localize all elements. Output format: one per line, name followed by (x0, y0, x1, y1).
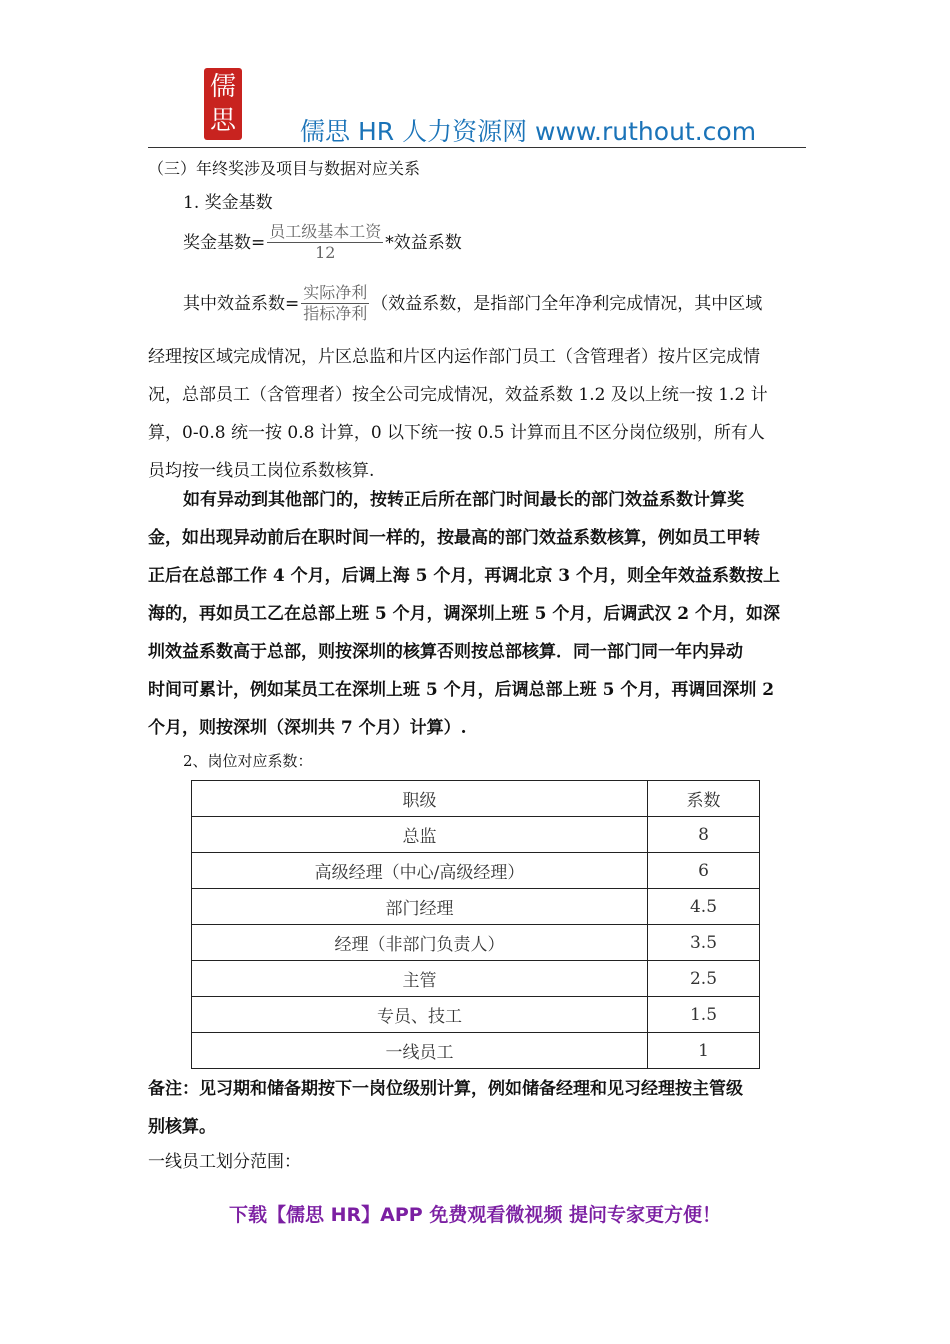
table-header-row (192, 781, 760, 817)
table-cell-coefficient: 1 (648, 1033, 760, 1069)
position-coefficient-table (191, 780, 760, 1069)
frontline-scope-heading: 一线员工划分范围： (148, 1152, 301, 1172)
formula-bonus-base (183, 222, 462, 263)
formula-efficiency (183, 283, 762, 324)
site-header-text: 儒思 HR 人力资源网 www.ruthout.com (300, 117, 757, 146)
table-cell-coefficient: 6 (648, 853, 760, 889)
table-row (192, 889, 760, 925)
table-cell-coefficient: 8 (648, 817, 760, 853)
table-row (192, 925, 760, 961)
item2-title: 2、岗位对应系数： (183, 752, 313, 770)
paragraph-line: 时间可累计，例如某员工在深圳上班 5 个月，后调总部上班 5 个月，再调回深圳 2 (148, 680, 775, 700)
formula1-rhs: *效益系数 (385, 232, 462, 253)
paragraph-line: 经理按区域完成情况，片区总监和片区内运作部门员工（含管理者）按片区完成情 (148, 347, 760, 367)
paragraph-line: 算，0-0.8 统一按 0.8 计算，0 以下统一按 0.5 计算而且不区分岗位级别，所有人 (148, 423, 765, 443)
formula1-numerator: 员工级基本工资 (269, 222, 382, 241)
paragraph-line: 圳效益系数高于总部，则按深圳的核算否则按总部核算．同一部门同一年内异动 (148, 642, 743, 662)
formula2-fraction (301, 283, 369, 324)
table-row (192, 853, 760, 889)
table-row (192, 997, 760, 1033)
table-cell-coefficient: 4.5 (648, 889, 760, 925)
table-cell-level: 高级经理（中心/高级经理） (192, 853, 648, 889)
table-row (192, 1033, 760, 1069)
paragraph-line: 正后在总部工作 4 个月，后调上海 5 个月，再调北京 3 个月，则全年效益系数按上 (148, 566, 780, 586)
table-cell-level: 部门经理 (192, 889, 648, 925)
header-divider (148, 147, 806, 148)
paragraph-line: 况，总部员工（含管理者）按全公司完成情况，效益系数 1.2 及以上统一按 1.2 计 (148, 385, 768, 405)
logo-seal: 儒 思 (204, 68, 242, 140)
formula2-numerator: 实际净利 (303, 283, 368, 302)
note-line: 别核算。 (148, 1117, 216, 1137)
footer-app-promo[interactable]: 下载【儒思 HR】APP 免费观看微视频 提问专家更方便！ (229, 1204, 721, 1226)
paragraph-line: 员均按一线员工岗位系数核算. (148, 461, 375, 481)
formula1-lhs: 奖金基数= (183, 232, 266, 253)
table-header-level: 职级 (192, 781, 648, 817)
paragraph-line: 海的，再如员工乙在总部上班 5 个月，调深圳上班 5 个月，后调武汉 2 个月，如深 (148, 604, 780, 624)
table-cell-level: 经理（非部门负责人） (192, 925, 648, 961)
formula2-lhs: 其中效益系数= (183, 293, 300, 314)
table-row (192, 961, 760, 997)
table-cell-level: 一线员工 (192, 1033, 648, 1069)
paragraph-efficiency (148, 338, 768, 490)
table-cell-level: 总监 (192, 817, 648, 853)
formula2-denominator: 指标净利 (303, 304, 368, 323)
table-cell-level: 专员、技工 (192, 997, 648, 1033)
section-title: （三）年终奖涉及项目与数据对应关系 (148, 159, 421, 178)
table-cell-level: 主管 (192, 961, 648, 997)
note-block (148, 1070, 743, 1146)
item1-title: 1. 奖金基数 (183, 193, 273, 213)
paragraph-line: 如有异动到其他部门的，按转正后所在部门时间最长的部门效益系数计算奖 (183, 490, 744, 510)
table-row (192, 817, 760, 853)
formula1-fraction (267, 222, 383, 263)
formula1-denominator: 12 (315, 243, 336, 262)
table-header-coefficient: 系数 (648, 781, 760, 817)
paragraph-line: 金，如出现异动前后在职时间一样的，按最高的部门效益系数核算，例如员工甲转 (148, 528, 760, 548)
note-line: 备注：见习期和储备期按下一岗位级别计算，例如储备经理和见习经理按主管级 (148, 1079, 743, 1099)
paragraph-line: 个月，则按深圳（深圳共 7 个月）计算）. (148, 718, 467, 738)
table-cell-coefficient: 2.5 (648, 961, 760, 997)
table-cell-coefficient: 3.5 (648, 925, 760, 961)
table-cell-coefficient: 1.5 (648, 997, 760, 1033)
formula2-rhs: （效益系数，是指部门全年净利完成情况，其中区域 (371, 293, 763, 314)
paragraph-transfer-rules (148, 481, 780, 747)
